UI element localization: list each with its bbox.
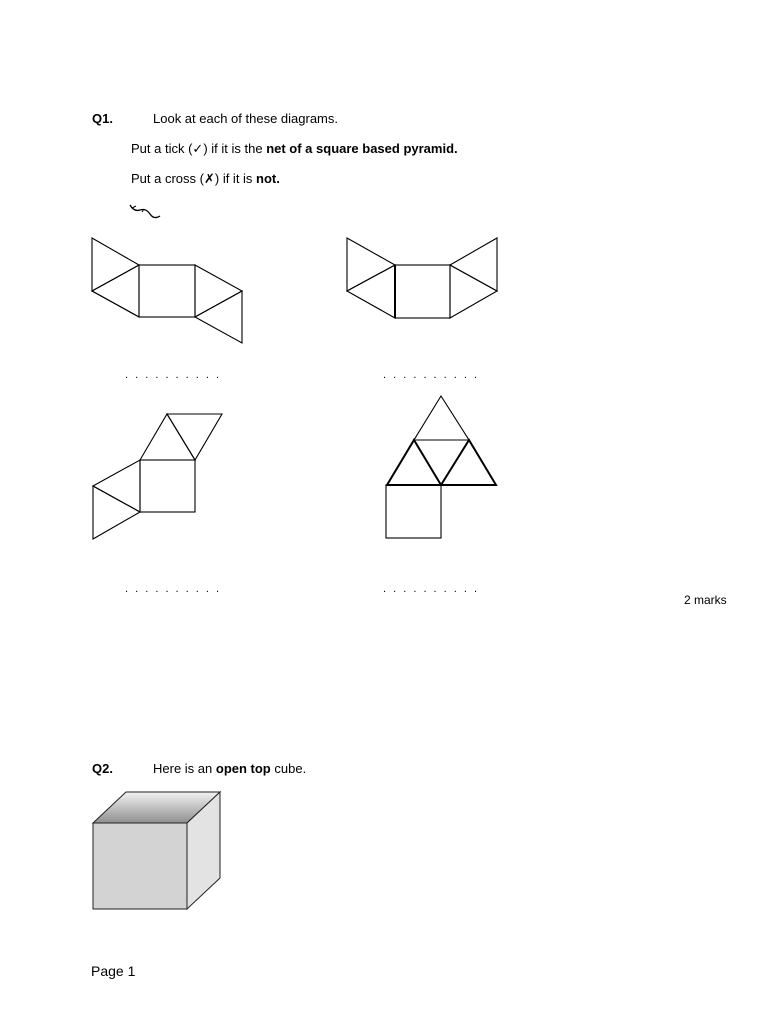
answer-blank-d[interactable]: . . . . . . . . . . [383, 583, 480, 595]
marks-label: 2 marks [684, 593, 727, 607]
tick-mark-icon: ✓ [192, 141, 204, 156]
question-2-bold: open top [215, 761, 271, 776]
tick-instruction-pre: Put a tick ( [131, 141, 193, 156]
answer-blank-b[interactable]: . . . . . . . . . . [383, 369, 480, 381]
tick-instruction-mid: ) if it is the [203, 141, 267, 156]
answer-blank-c[interactable]: . . . . . . . . . . [125, 583, 222, 595]
question-2-post: cube. [270, 761, 307, 776]
question-1-prompt: Look at each of these diagrams. [153, 111, 339, 126]
tick-instruction-bold: net of a square based pyramid. [266, 141, 458, 156]
page-number: Page 1 [91, 963, 136, 979]
question-2-number: Q2. [92, 761, 113, 776]
question-1-number: Q1. [92, 111, 113, 126]
cross-instruction-mid: ) if it is [214, 171, 257, 186]
cross-instruction-bold: not. [256, 171, 280, 186]
question-2-pre: Here is an [153, 761, 216, 776]
cross-mark-icon: ✗ [203, 171, 215, 186]
answer-blank-a[interactable]: . . . . . . . . . . [125, 369, 222, 381]
cross-instruction-pre: Put a cross ( [131, 171, 204, 186]
